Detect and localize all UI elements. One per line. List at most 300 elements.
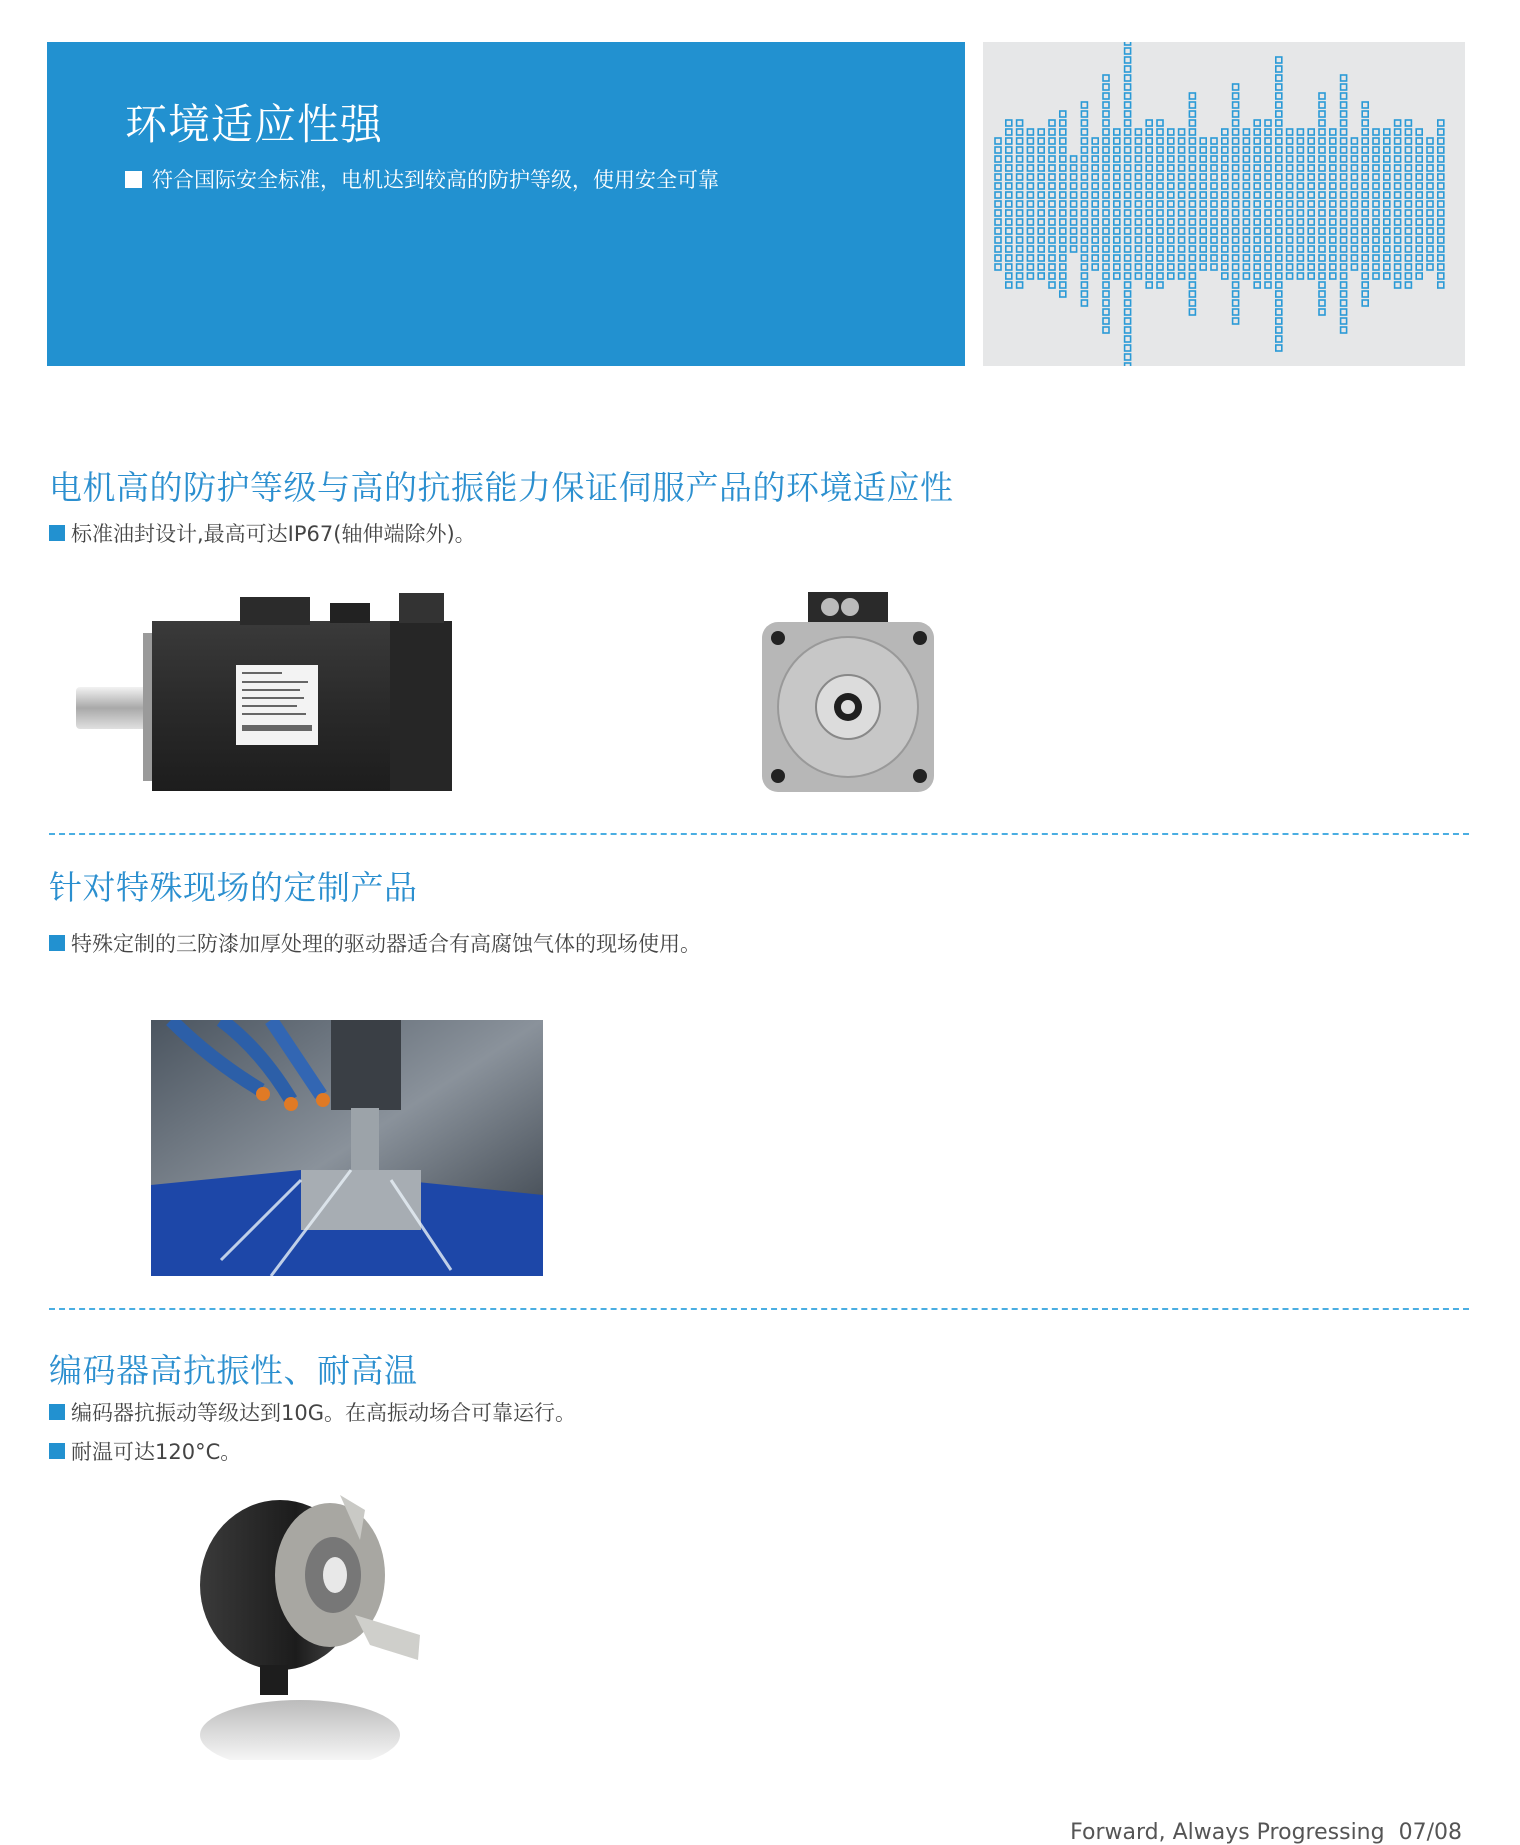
wave-dot (1103, 111, 1109, 117)
wave-dot (1330, 228, 1336, 234)
wave-dot (1017, 282, 1023, 288)
wave-dot (1341, 147, 1347, 153)
wave-dot (1125, 42, 1131, 45)
wave-dot (1092, 210, 1098, 216)
wave-dot (1427, 147, 1433, 153)
wave-dot (1362, 282, 1368, 288)
wave-dot (1297, 210, 1303, 216)
sound-wave-icon (983, 42, 1465, 366)
wave-dot (1427, 174, 1433, 180)
wave-dot (1189, 228, 1195, 234)
wave-dot (1243, 237, 1249, 243)
wave-dot (1027, 219, 1033, 225)
wave-dot (1125, 129, 1131, 135)
wave-dot (1081, 246, 1087, 252)
wave-dot (1254, 219, 1260, 225)
wave-dot (1103, 201, 1109, 207)
wave-dot (1395, 273, 1401, 279)
wave-dot (1297, 255, 1303, 261)
wave-dot (1341, 192, 1347, 198)
wave-dot (1297, 174, 1303, 180)
wave-dot (1189, 219, 1195, 225)
wave-dot (1341, 219, 1347, 225)
wave-dot (1071, 201, 1077, 207)
wave-dot (1179, 255, 1185, 261)
wave-dot (1276, 228, 1282, 234)
wave-dot (1362, 192, 1368, 198)
wave-dot (1211, 219, 1217, 225)
wave-dot (1060, 291, 1066, 297)
wave-dot (1135, 147, 1141, 153)
wave-dot (1092, 219, 1098, 225)
wave-dot (1103, 174, 1109, 180)
wave-dot (1189, 192, 1195, 198)
wave-dot (1049, 120, 1055, 126)
wave-dot (1243, 246, 1249, 252)
wave-dot (1049, 210, 1055, 216)
wave-dot (1438, 129, 1444, 135)
wave-dot (1211, 183, 1217, 189)
wave-dot (1211, 210, 1217, 216)
wave-dot (1222, 138, 1228, 144)
wave-dot (1017, 273, 1023, 279)
wave-dot (1308, 129, 1314, 135)
wave-dot (1103, 273, 1109, 279)
wave-dot (1189, 129, 1195, 135)
wave-dot (1276, 183, 1282, 189)
wave-dot (1006, 282, 1012, 288)
bullet-square-icon (49, 1443, 65, 1459)
wave-dot (1416, 156, 1422, 162)
wave-dot (1416, 192, 1422, 198)
wave-dot (1135, 138, 1141, 144)
wave-dot (1308, 237, 1314, 243)
wave-dot (1211, 228, 1217, 234)
wave-dot (1416, 255, 1422, 261)
wave-dot (1027, 237, 1033, 243)
wave-dot (1351, 192, 1357, 198)
wave-dot (1265, 138, 1271, 144)
wave-dot (1341, 300, 1347, 306)
wave-dot (1049, 246, 1055, 252)
wave-dot (1384, 246, 1390, 252)
wave-dot (1254, 165, 1260, 171)
wave-dot (1276, 84, 1282, 90)
wave-dot (1049, 192, 1055, 198)
wave-dot (1308, 228, 1314, 234)
wave-dot (1081, 192, 1087, 198)
wave-dot (1103, 291, 1109, 297)
wave-dot (1103, 309, 1109, 315)
wave-dot (1416, 228, 1422, 234)
page-number: 07/08 (1398, 1820, 1462, 1845)
wave-dot (1384, 192, 1390, 198)
wave-dot (1265, 165, 1271, 171)
wave-dot (1319, 273, 1325, 279)
wave-dot (1297, 156, 1303, 162)
wave-dot (1114, 273, 1120, 279)
footer-tagline: Forward, Always Progressing (1070, 1820, 1385, 1845)
wave-dot (1341, 210, 1347, 216)
wave-dot (1254, 129, 1260, 135)
wave-dot (1362, 246, 1368, 252)
wave-dot (1405, 156, 1411, 162)
wave-dot (1276, 102, 1282, 108)
wave-dot (1168, 210, 1174, 216)
wave-dot (1006, 273, 1012, 279)
wave-dot (1373, 138, 1379, 144)
wave-dot (1211, 237, 1217, 243)
wave-dot (1038, 174, 1044, 180)
wave-dot (1060, 111, 1066, 117)
wave-dot (1017, 120, 1023, 126)
wave-dot (1233, 273, 1239, 279)
wave-dot (1189, 111, 1195, 117)
wave-dot (1157, 174, 1163, 180)
wave-dot (1351, 219, 1357, 225)
wave-dot (1211, 264, 1217, 270)
wave-dot (1373, 228, 1379, 234)
wave-dot (1297, 273, 1303, 279)
wave-dot (1103, 318, 1109, 324)
wave-dot (1200, 264, 1206, 270)
wave-dot (1157, 138, 1163, 144)
wave-dot (1114, 255, 1120, 261)
wave-dot (1027, 246, 1033, 252)
wave-dot (1017, 201, 1023, 207)
wave-dot (1200, 210, 1206, 216)
wave-dot (1243, 165, 1249, 171)
wave-dot (1146, 210, 1152, 216)
wave-dot (1189, 165, 1195, 171)
wave-dot (1200, 165, 1206, 171)
wave-dot (1103, 237, 1109, 243)
wave-dot (1060, 183, 1066, 189)
wave-dot (1092, 156, 1098, 162)
wave-dot (1222, 273, 1228, 279)
wave-dot (1319, 120, 1325, 126)
wave-dot (1168, 201, 1174, 207)
wave-dot (1276, 165, 1282, 171)
wave-dot (1233, 228, 1239, 234)
wave-dot (1081, 237, 1087, 243)
wave-dot (1081, 291, 1087, 297)
wave-dot (1362, 201, 1368, 207)
wave-dot (1243, 210, 1249, 216)
wave-dot (1135, 174, 1141, 180)
wave-dot (1081, 138, 1087, 144)
wave-dot (1038, 147, 1044, 153)
wave-dot (1135, 255, 1141, 261)
wave-dot (1276, 318, 1282, 324)
wave-dot (1006, 201, 1012, 207)
wave-dot (1287, 138, 1293, 144)
wave-dot (1135, 183, 1141, 189)
wave-dot (1233, 237, 1239, 243)
wave-dot (1405, 255, 1411, 261)
wave-dot (1287, 147, 1293, 153)
wave-dot (1125, 273, 1131, 279)
wave-dot (1222, 183, 1228, 189)
section-encoder-bullet-1-text: 编码器抗振动等级达到10G。在高振动场合可靠运行。 (71, 1401, 576, 1425)
wave-dot (1373, 129, 1379, 135)
wave-dot (1017, 228, 1023, 234)
wave-dot (1351, 165, 1357, 171)
wave-dot (1125, 264, 1131, 270)
wave-dot (1319, 201, 1325, 207)
wave-dot (1287, 219, 1293, 225)
wave-dot (1287, 228, 1293, 234)
bullet-square-icon (49, 1404, 65, 1420)
wave-dot (1405, 201, 1411, 207)
wave-dot (1081, 102, 1087, 108)
wave-dot (1233, 291, 1239, 297)
wave-dot (1287, 192, 1293, 198)
wave-dot (1438, 282, 1444, 288)
wave-dot (1179, 129, 1185, 135)
wave-dot (1276, 237, 1282, 243)
wave-dot (1373, 201, 1379, 207)
cnc-machining-photo (151, 1020, 543, 1276)
wave-dot (1200, 192, 1206, 198)
wave-dot (1049, 156, 1055, 162)
wave-dot (1243, 273, 1249, 279)
wave-dot (1319, 165, 1325, 171)
wave-dot (1200, 237, 1206, 243)
wave-dot (1384, 165, 1390, 171)
wave-dot (1103, 120, 1109, 126)
wave-dot (1330, 273, 1336, 279)
wave-dot (1265, 264, 1271, 270)
wave-dot (1330, 219, 1336, 225)
wave-dot (1395, 183, 1401, 189)
wave-dot (1017, 156, 1023, 162)
wave-dot (1405, 147, 1411, 153)
wave-dot (1319, 111, 1325, 117)
wave-dot (1384, 183, 1390, 189)
wave-dot (1081, 174, 1087, 180)
wave-dot (1071, 192, 1077, 198)
wave-dot (1362, 237, 1368, 243)
wave-dot (1146, 129, 1152, 135)
wave-dot (1060, 120, 1066, 126)
wave-dot (1027, 210, 1033, 216)
wave-dot (1384, 255, 1390, 261)
wave-dot (1416, 165, 1422, 171)
wave-dot (1362, 147, 1368, 153)
hero-banner (47, 42, 965, 366)
wave-dot (1157, 183, 1163, 189)
wave-dot (1103, 228, 1109, 234)
wave-dot (1341, 102, 1347, 108)
wave-dot (1114, 156, 1120, 162)
wave-dot (1179, 147, 1185, 153)
bullet-square-icon (49, 935, 65, 951)
wave-dot (1265, 282, 1271, 288)
wave-dot (1189, 300, 1195, 306)
wave-dot (1125, 174, 1131, 180)
section-encoder-bullet-1 (49, 1397, 576, 1427)
wave-dot (1243, 264, 1249, 270)
wave-dot (1135, 273, 1141, 279)
wave-dot (1341, 255, 1347, 261)
wave-dot (1060, 165, 1066, 171)
wave-dot (1362, 255, 1368, 261)
wave-dot (1287, 129, 1293, 135)
wave-dot (1168, 237, 1174, 243)
wave-dot (1254, 264, 1260, 270)
wave-dot (1427, 165, 1433, 171)
wave-dot (1049, 165, 1055, 171)
wave-dot (1103, 219, 1109, 225)
wave-dot (1157, 120, 1163, 126)
wave-dot (1233, 111, 1239, 117)
wave-dot (1276, 309, 1282, 315)
servo-motor-front-image (760, 590, 940, 795)
wave-dot (1103, 210, 1109, 216)
wave-dot (1179, 165, 1185, 171)
wave-dot (1071, 237, 1077, 243)
wave-dot (1179, 138, 1185, 144)
wave-dot (1265, 201, 1271, 207)
wave-dot (1157, 228, 1163, 234)
wave-dot (1287, 237, 1293, 243)
wave-dot (1276, 66, 1282, 72)
wave-dot (1405, 237, 1411, 243)
wave-dot (1233, 102, 1239, 108)
wave-dot (1276, 255, 1282, 261)
wave-dot (1049, 147, 1055, 153)
wave-dot (1438, 246, 1444, 252)
wave-dot (1006, 237, 1012, 243)
wave-dot (1027, 201, 1033, 207)
wave-dot (1211, 174, 1217, 180)
wave-dot (1157, 192, 1163, 198)
wave-dot (1189, 237, 1195, 243)
wave-dot (1254, 228, 1260, 234)
wave-dot (1395, 138, 1401, 144)
wave-dot (1405, 174, 1411, 180)
wave-dot (1211, 156, 1217, 162)
wave-dot (1092, 255, 1098, 261)
wave-dot (1362, 120, 1368, 126)
section-protection-title: 电机高的防护等级与高的抗振能力保证伺服产品的环境适应性 (49, 468, 954, 507)
wave-dot (1179, 219, 1185, 225)
wave-dot (1146, 282, 1152, 288)
wave-dot (1319, 291, 1325, 297)
wave-dot (1125, 228, 1131, 234)
wave-dot (1114, 237, 1120, 243)
wave-dot (1157, 129, 1163, 135)
wave-dot (1287, 246, 1293, 252)
wave-dot (1222, 219, 1228, 225)
wave-dot (1405, 138, 1411, 144)
wave-dot (1362, 102, 1368, 108)
wave-dot (1297, 246, 1303, 252)
section-encoder-title: 编码器高抗振性、耐高温 (49, 1351, 418, 1390)
wave-dot (1395, 210, 1401, 216)
wave-dot (1038, 165, 1044, 171)
wave-dot (1125, 156, 1131, 162)
wave-dot (1395, 228, 1401, 234)
wave-dot (1179, 174, 1185, 180)
wave-dot (1081, 201, 1087, 207)
wave-dot (1114, 147, 1120, 153)
wave-dot (1351, 264, 1357, 270)
section-divider (49, 1308, 1469, 1310)
wave-dot (1308, 246, 1314, 252)
wave-dot (1405, 210, 1411, 216)
wave-dot (1287, 264, 1293, 270)
wave-dot (1362, 273, 1368, 279)
wave-dot (1254, 174, 1260, 180)
wave-dot (1362, 264, 1368, 270)
wave-dot (1243, 138, 1249, 144)
wave-dot (1038, 183, 1044, 189)
wave-dot (1060, 201, 1066, 207)
wave-dot (1114, 192, 1120, 198)
wave-dot (1384, 264, 1390, 270)
wave-dot (1189, 201, 1195, 207)
wave-dot (1081, 210, 1087, 216)
wave-dot (1157, 264, 1163, 270)
wave-dot (1071, 219, 1077, 225)
wave-dot (1308, 183, 1314, 189)
wave-dot (1125, 246, 1131, 252)
wave-dot (1060, 273, 1066, 279)
wave-dot (1265, 192, 1271, 198)
wave-dot (1319, 237, 1325, 243)
wave-dot (1038, 237, 1044, 243)
wave-dot (1006, 147, 1012, 153)
wave-dot (1114, 165, 1120, 171)
wave-dot (1287, 174, 1293, 180)
wave-dot (1341, 75, 1347, 81)
wave-dot (1200, 228, 1206, 234)
wave-dot (1179, 183, 1185, 189)
wave-dot (1103, 93, 1109, 99)
wave-dot (1362, 219, 1368, 225)
wave-dot (1438, 156, 1444, 162)
wave-dot (1146, 138, 1152, 144)
wave-dot (1189, 264, 1195, 270)
wave-dot (1168, 183, 1174, 189)
wave-dot (1146, 273, 1152, 279)
wave-dot (1189, 183, 1195, 189)
wave-dot (1276, 192, 1282, 198)
wave-dot (1297, 129, 1303, 135)
wave-dot (1287, 201, 1293, 207)
wave-dot (1373, 255, 1379, 261)
wave-dot (1265, 237, 1271, 243)
wave-dot (1157, 210, 1163, 216)
wave-dot (1146, 255, 1152, 261)
wave-dot (1351, 138, 1357, 144)
wave-dot (1395, 201, 1401, 207)
wave-dot (1341, 165, 1347, 171)
wave-dot (1179, 156, 1185, 162)
wave-dot (1211, 165, 1217, 171)
wave-dot (1049, 264, 1055, 270)
wave-dot (1092, 264, 1098, 270)
wave-dot (1081, 183, 1087, 189)
wave-dot (1071, 165, 1077, 171)
wave-dot (1071, 228, 1077, 234)
wave-dot (1189, 174, 1195, 180)
wave-dot (1276, 273, 1282, 279)
wave-dot (1319, 102, 1325, 108)
bullet-square-icon (125, 171, 142, 188)
